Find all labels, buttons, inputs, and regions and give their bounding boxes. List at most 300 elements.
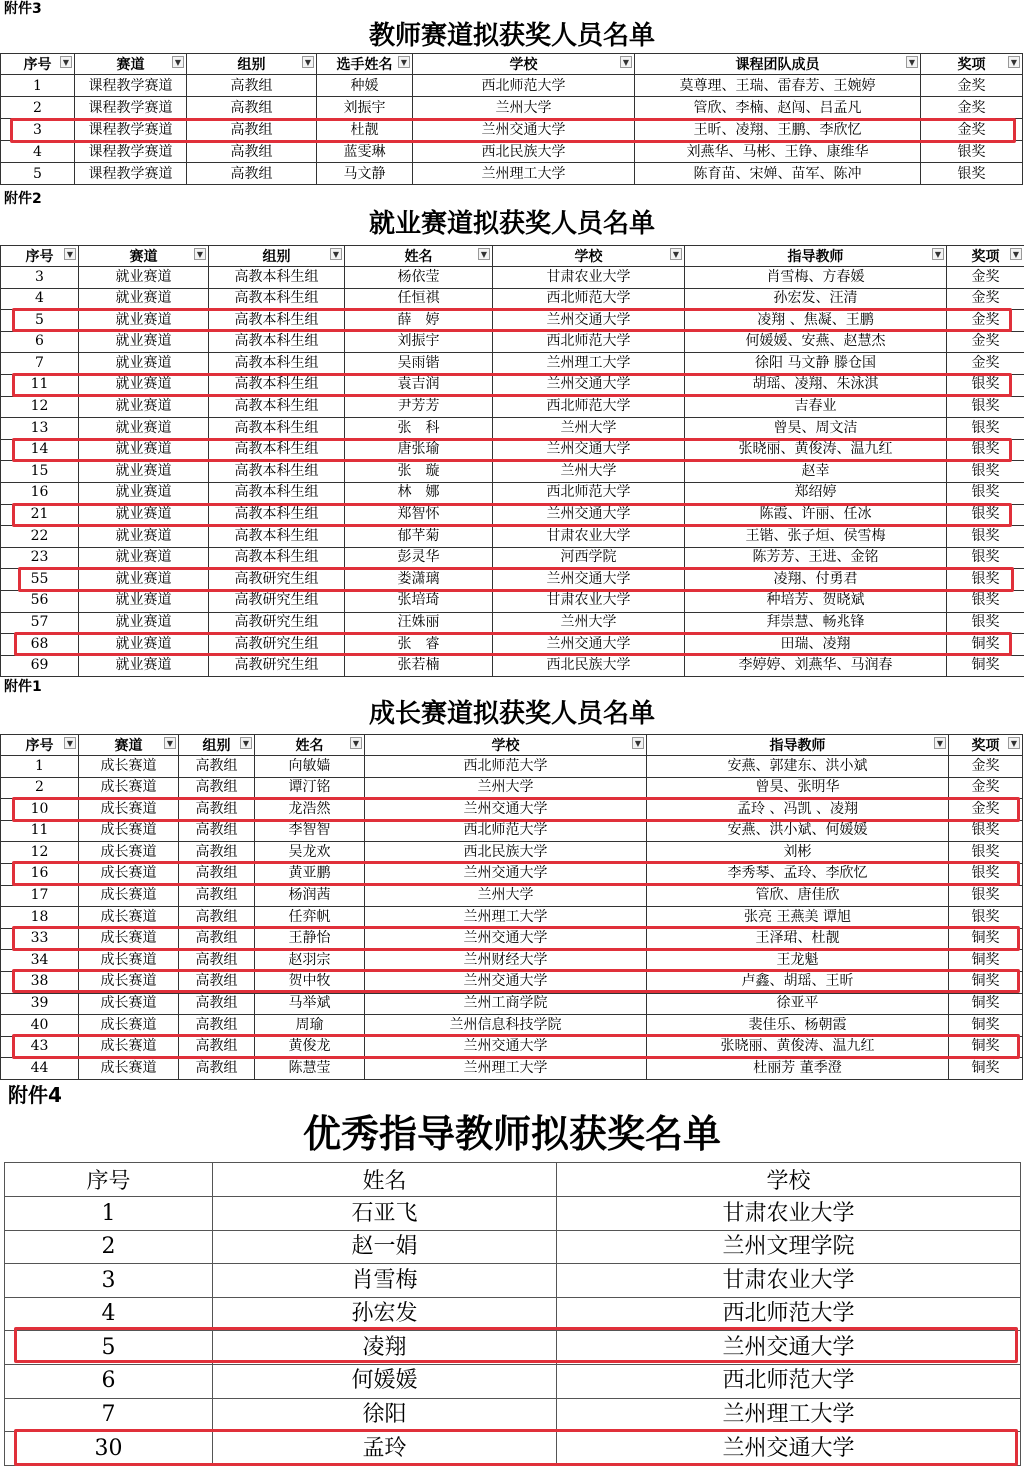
table-cell: 2	[1, 777, 79, 799]
table-cell: 兰州财经大学	[365, 950, 647, 972]
filter-dropdown-icon[interactable]: ▼	[632, 737, 644, 749]
table-cell: 周瑜	[255, 1015, 365, 1037]
table-cell: 1	[5, 1197, 213, 1231]
table-cell: 兰州交通大学	[413, 119, 635, 141]
column-header[interactable]	[1, 246, 79, 267]
column-header[interactable]	[365, 735, 647, 756]
column-header[interactable]	[79, 246, 209, 267]
table-cell: 郑智怀	[345, 504, 493, 526]
table-cell: 任恒祺	[345, 288, 493, 310]
table-cell: 西北师范大学	[493, 482, 685, 504]
table-cell: 5	[1, 163, 75, 185]
table-cell: 西北民族大学	[365, 842, 647, 864]
table-row	[5, 1230, 1021, 1264]
table-cell: 陈育苗、宋婵、苗军、陈冲	[635, 163, 921, 185]
table-cell: 就业赛道	[79, 482, 209, 504]
table-cell: 7	[1, 353, 79, 375]
filter-dropdown-icon[interactable]: ▼	[172, 56, 184, 68]
table-cell: 21	[1, 504, 79, 526]
table-row	[1, 820, 1023, 842]
column-header-label: 学校	[509, 57, 538, 73]
table-cell: 23	[1, 547, 79, 569]
table-cell: 兰州交通大学	[493, 634, 685, 656]
filter-dropdown-icon[interactable]: ▼	[194, 248, 206, 260]
column-header[interactable]	[187, 54, 317, 75]
table-row	[5, 1197, 1021, 1231]
table-cell: 铜奖	[949, 1036, 1023, 1058]
table-cell: 18	[1, 907, 79, 929]
filter-dropdown-icon[interactable]: ▼	[330, 248, 342, 260]
table-row	[1, 418, 1024, 440]
table-row	[5, 1297, 1021, 1331]
table-cell: 刘振宇	[345, 331, 493, 353]
table-cell: 银奖	[947, 526, 1024, 548]
column-header-label: 序号	[86, 1169, 131, 1194]
table-cell: 铜奖	[949, 1058, 1023, 1080]
table-cell: 高教组	[179, 820, 255, 842]
column-header[interactable]	[921, 54, 1023, 75]
column-header-label: 指导教师	[769, 738, 826, 754]
table-cell: 唐张瑜	[345, 439, 493, 461]
table-cell: 马举斌	[255, 993, 365, 1015]
table-row	[1, 885, 1023, 907]
table-cell: 高教本科生组	[209, 547, 345, 569]
table-row	[5, 1398, 1021, 1432]
table-cell: 高教组	[179, 799, 255, 821]
column-header[interactable]	[317, 54, 413, 75]
table-cell: 兰州理工大学	[557, 1398, 1021, 1432]
table-cell: 银奖	[947, 569, 1024, 591]
table-cell: 高教本科生组	[209, 439, 345, 461]
column-header-label: 学校	[491, 738, 520, 754]
table-cell: 39	[1, 993, 79, 1015]
column-header[interactable]	[1, 54, 75, 75]
column-header[interactable]	[209, 246, 345, 267]
table-cell: 高教研究生组	[209, 634, 345, 656]
table-cell: 凌翔 、焦凝、王鹏	[685, 310, 947, 332]
table-cell: 张若楠	[345, 655, 493, 677]
header-row	[1, 735, 1023, 756]
table-cell: 成长赛道	[79, 1058, 179, 1080]
table-cell: 成长赛道	[79, 756, 179, 778]
table-cell: 金奖	[947, 353, 1024, 375]
table-cell: 金奖	[921, 75, 1023, 97]
column-header	[213, 1163, 557, 1197]
table-cell: 课程教学赛道	[75, 75, 187, 97]
table-cell: 赵羽宗	[255, 950, 365, 972]
table-row	[1, 288, 1024, 310]
table-cell: 西北师范大学	[365, 756, 647, 778]
teacher-section	[0, 0, 1024, 188]
table-cell: 22	[1, 526, 79, 548]
column-header[interactable]	[685, 246, 947, 267]
table-cell: 银奖	[947, 439, 1024, 461]
employment-section	[0, 188, 1024, 678]
table-cell: 兰州大学	[493, 418, 685, 440]
table-cell: 11	[1, 374, 79, 396]
filter-dropdown-icon[interactable]: ▼	[1008, 56, 1020, 68]
employment-table	[0, 245, 1024, 677]
table-cell: 课程教学赛道	[75, 97, 187, 119]
table-cell: 高教组	[187, 141, 317, 163]
table-row	[1, 374, 1024, 396]
table-cell: 课程教学赛道	[75, 141, 187, 163]
table-cell: 王锴、张子烜、侯雪梅	[685, 526, 947, 548]
table-cell: 铜奖	[947, 634, 1024, 656]
table-cell: 38	[1, 971, 79, 993]
column-header-label: 姓名	[295, 738, 324, 754]
table-cell: 蓝雯琳	[317, 141, 413, 163]
column-header[interactable]	[635, 54, 921, 75]
table-cell: 凌翔	[213, 1331, 557, 1365]
table-cell: 12	[1, 396, 79, 418]
table-cell: 银奖	[947, 504, 1024, 526]
table-cell: 张晓丽、黄俊涛、温九红	[647, 1036, 949, 1058]
table-cell: 赵幸	[685, 461, 947, 483]
table-cell: 胡瑶、凌翔、朱泳淇	[685, 374, 947, 396]
table-cell: 7	[5, 1398, 213, 1432]
table-row	[5, 1331, 1021, 1365]
table-cell: 就业赛道	[79, 590, 209, 612]
table-cell: 兰州信息科技学院	[365, 1015, 647, 1037]
table-cell: 徐亚平	[647, 993, 949, 1015]
table-cell: 高教组	[179, 756, 255, 778]
table-cell: 张晓丽、黄俊涛、温九红	[685, 439, 947, 461]
filter-dropdown-icon[interactable]: ▼	[620, 56, 632, 68]
table-cell: 高教本科生组	[209, 374, 345, 396]
table-cell: 成长赛道	[79, 1036, 179, 1058]
table-cell: 金奖	[949, 756, 1023, 778]
table-cell: 高教组	[179, 1036, 255, 1058]
table-cell: 4	[1, 288, 79, 310]
table-cell: 高教本科生组	[209, 526, 345, 548]
table-cell: 2	[5, 1230, 213, 1264]
table-row	[1, 569, 1024, 591]
table-cell: 金奖	[949, 799, 1023, 821]
table-cell: 高教本科生组	[209, 461, 345, 483]
table-cell: 孟玲 、冯凯 、凌翔	[647, 799, 949, 821]
table-cell: 成长赛道	[79, 820, 179, 842]
table-cell: 任弈帆	[255, 907, 365, 929]
table-cell: 57	[1, 612, 79, 634]
table-cell: 就业赛道	[79, 331, 209, 353]
column-header-label: 课程团队成员	[735, 57, 820, 73]
table-cell: 1	[1, 756, 79, 778]
table-cell: 高教组	[187, 75, 317, 97]
column-header-label: 指导教师	[787, 249, 844, 265]
table-cell: 15	[1, 461, 79, 483]
table-cell: 李智智	[255, 820, 365, 842]
table-cell: 陈芳芳、王进、金铭	[685, 547, 947, 569]
table-cell: 兰州交通大学	[365, 971, 647, 993]
table-row	[1, 547, 1024, 569]
table-cell: 郑绍婷	[685, 482, 947, 504]
table-cell: 银奖	[949, 820, 1023, 842]
table-cell: 兰州大学	[365, 777, 647, 799]
column-header-label: 序号	[25, 249, 54, 265]
table-row	[1, 310, 1024, 332]
table-cell: 甘肃农业大学	[557, 1197, 1021, 1231]
filter-dropdown-icon[interactable]: ▼	[60, 56, 72, 68]
table-cell: 陈慧莹	[255, 1058, 365, 1080]
table-row	[1, 634, 1024, 656]
table-cell: 张亮 王燕美 谭旭	[647, 907, 949, 929]
table-cell: 16	[1, 482, 79, 504]
table-cell: 孟玲	[213, 1432, 557, 1466]
table-row	[1, 907, 1023, 929]
table-cell: 高教组	[179, 863, 255, 885]
table-cell: 刘彬	[647, 842, 949, 864]
table-cell: 就业赛道	[79, 288, 209, 310]
table-cell: 课程教学赛道	[75, 119, 187, 141]
table-cell: 铜奖	[949, 928, 1023, 950]
table-cell: 高教本科生组	[209, 353, 345, 375]
table-cell: 孙宏发、汪清	[685, 288, 947, 310]
table-cell: 种媛	[317, 75, 413, 97]
table-cell: 兰州交通大学	[365, 1036, 647, 1058]
table-cell: 田瑞、凌翔	[685, 634, 947, 656]
column-header[interactable]	[647, 735, 949, 756]
column-header[interactable]	[79, 735, 179, 756]
table-cell: 兰州交通大学	[493, 310, 685, 332]
table-cell: 徐阳 马文静 滕仓国	[685, 353, 947, 375]
table-cell: 管欣、李楠、赵闯、吕孟凡	[635, 97, 921, 119]
table-cell: 向敏嫱	[255, 756, 365, 778]
table-row	[1, 842, 1023, 864]
mentor-table	[4, 1162, 1021, 1466]
table-cell: 3	[1, 119, 75, 141]
table-cell: 甘肃农业大学	[557, 1264, 1021, 1298]
table-cell: 5	[1, 310, 79, 332]
column-header[interactable]	[947, 246, 1024, 267]
table-row	[1, 777, 1023, 799]
table-cell: 就业赛道	[79, 439, 209, 461]
filter-dropdown-icon[interactable]: ▼	[240, 737, 252, 749]
table-cell: 成长赛道	[79, 928, 179, 950]
table-cell: 肖雪梅、方春媛	[685, 267, 947, 289]
table-cell: 6	[1, 331, 79, 353]
table-cell: 成长赛道	[79, 842, 179, 864]
column-header	[557, 1163, 1021, 1197]
table-cell: 高教组	[179, 777, 255, 799]
table-cell: 44	[1, 1058, 79, 1080]
table-cell: 吴雨锴	[345, 353, 493, 375]
header-row	[1, 54, 1023, 75]
table-cell: 管欣、唐佳欣	[647, 885, 949, 907]
table-cell: 金奖	[947, 267, 1024, 289]
column-header[interactable]	[949, 735, 1023, 756]
column-header[interactable]	[179, 735, 255, 756]
table-cell: 林 娜	[345, 482, 493, 504]
section-title: 教师赛道拟获奖人员名单	[368, 21, 655, 51]
table-cell: 高教本科生组	[209, 504, 345, 526]
table-cell: 高教组	[187, 163, 317, 185]
table-cell: 兰州大学	[493, 461, 685, 483]
table-cell: 铜奖	[949, 993, 1023, 1015]
table-cell: 西北师范大学	[413, 75, 635, 97]
table-cell: 10	[1, 799, 79, 821]
growth-table	[0, 734, 1023, 1080]
table-cell: 兰州理工大学	[365, 1058, 647, 1080]
filter-dropdown-icon[interactable]: ▼	[64, 737, 76, 749]
table-cell: 银奖	[947, 374, 1024, 396]
filter-dropdown-icon[interactable]: ▼	[906, 56, 918, 68]
table-cell: 金奖	[921, 97, 1023, 119]
table-cell: 何媛媛	[213, 1364, 557, 1398]
table-row	[1, 141, 1023, 163]
filter-dropdown-icon[interactable]: ▼	[1010, 248, 1022, 260]
teacher-table	[0, 53, 1023, 185]
table-cell: 高教本科生组	[209, 331, 345, 353]
column-header[interactable]	[345, 246, 493, 267]
table-cell: 6	[5, 1364, 213, 1398]
column-header-label: 序号	[25, 738, 54, 754]
table-cell: 铜奖	[949, 950, 1023, 972]
table-cell: 4	[5, 1297, 213, 1331]
attachment-label: 附件1	[4, 679, 42, 695]
table-cell: 兰州交通大学	[493, 439, 685, 461]
table-cell: 3	[1, 267, 79, 289]
column-header[interactable]	[1, 735, 79, 756]
header-row	[1, 246, 1024, 267]
table-cell: 高教本科生组	[209, 288, 345, 310]
table-cell: 银奖	[949, 863, 1023, 885]
table-cell: 兰州大学	[365, 885, 647, 907]
table-cell: 种培芳、贺晓斌	[685, 590, 947, 612]
column-header[interactable]	[75, 54, 187, 75]
table-cell: 张 科	[345, 418, 493, 440]
table-cell: 曾昊、张明华	[647, 777, 949, 799]
table-cell: 34	[1, 950, 79, 972]
filter-dropdown-icon[interactable]: ▼	[64, 248, 76, 260]
table-cell: 33	[1, 928, 79, 950]
table-row	[1, 1015, 1023, 1037]
table-cell: 11	[1, 820, 79, 842]
filter-dropdown-icon[interactable]: ▼	[1008, 737, 1020, 749]
filter-dropdown-icon[interactable]: ▼	[398, 56, 410, 68]
filter-dropdown-icon[interactable]: ▼	[302, 56, 314, 68]
table-cell: 西北师范大学	[493, 396, 685, 418]
table-cell: 郁芊菊	[345, 526, 493, 548]
column-header-label: 序号	[23, 57, 52, 73]
table-cell: 高教组	[179, 842, 255, 864]
table-cell: 金奖	[949, 777, 1023, 799]
table-cell: 张 睿	[345, 634, 493, 656]
table-cell: 凌翔、付勇君	[685, 569, 947, 591]
table-cell: 兰州理工大学	[493, 353, 685, 375]
table-cell: 李婷婷、刘燕华、马润春	[685, 655, 947, 677]
table-cell: 高教组	[179, 907, 255, 929]
table-cell: 成长赛道	[79, 993, 179, 1015]
header-row	[5, 1163, 1021, 1197]
table-cell: 高教本科生组	[209, 396, 345, 418]
attachment-label: 附件2	[4, 191, 42, 207]
table-cell: 12	[1, 842, 79, 864]
filter-dropdown-icon[interactable]: ▼	[350, 737, 362, 749]
filter-dropdown-icon[interactable]: ▼	[478, 248, 490, 260]
table-cell: 就业赛道	[79, 396, 209, 418]
table-row	[1, 1036, 1023, 1058]
table-cell: 高教研究生组	[209, 655, 345, 677]
table-row	[5, 1432, 1021, 1466]
column-header-label: 赛道	[129, 249, 158, 265]
table-row	[1, 799, 1023, 821]
table-cell: 16	[1, 863, 79, 885]
table-cell: 金奖	[947, 310, 1024, 332]
section-title: 成长赛道拟获奖人员名单	[368, 699, 655, 729]
table-cell: 成长赛道	[79, 971, 179, 993]
table-cell: 高教组	[187, 119, 317, 141]
table-cell: 兰州交通大学	[557, 1432, 1021, 1466]
table-cell: 高教组	[179, 993, 255, 1015]
table-cell: 莫尊理、王瑞、雷春芳、王婉婷	[635, 75, 921, 97]
table-cell: 就业赛道	[79, 353, 209, 375]
table-cell: 高教本科生组	[209, 310, 345, 332]
table-cell: 甘肃农业大学	[493, 526, 685, 548]
table-cell: 王昕、凌翔、王鹏、李欣忆	[635, 119, 921, 141]
table-cell: 5	[5, 1331, 213, 1365]
filter-dropdown-icon[interactable]: ▼	[932, 248, 944, 260]
table-cell: 就业赛道	[79, 310, 209, 332]
table-cell: 成长赛道	[79, 885, 179, 907]
table-cell: 就业赛道	[79, 634, 209, 656]
filter-dropdown-icon[interactable]: ▼	[934, 737, 946, 749]
table-cell: 4	[1, 141, 75, 163]
table-row	[1, 612, 1024, 634]
table-cell: 薛 婷	[345, 310, 493, 332]
table-row	[1, 97, 1023, 119]
table-cell: 西北师范大学	[493, 331, 685, 353]
table-cell: 兰州交通大学	[493, 374, 685, 396]
table-cell: 17	[1, 885, 79, 907]
table-cell: 银奖	[921, 163, 1023, 185]
table-cell: 就业赛道	[79, 547, 209, 569]
table-cell: 高教研究生组	[209, 612, 345, 634]
table-cell: 高教组	[179, 950, 255, 972]
filter-dropdown-icon[interactable]: ▼	[164, 737, 176, 749]
table-cell: 高教组	[187, 97, 317, 119]
table-cell: 兰州文理学院	[557, 1230, 1021, 1264]
table-row	[1, 655, 1024, 677]
table-cell: 刘燕华、马彬、王铮、康维华	[635, 141, 921, 163]
table-cell: 袁吉润	[345, 374, 493, 396]
table-cell: 银奖	[947, 396, 1024, 418]
table-cell: 43	[1, 1036, 79, 1058]
table-cell: 曾昊、周文洁	[685, 418, 947, 440]
table-cell: 谭汀铭	[255, 777, 365, 799]
column-header-label: 选手姓名	[336, 57, 393, 73]
table-cell: 高教组	[179, 928, 255, 950]
table-row	[1, 863, 1023, 885]
table-cell: 裴佳乐、杨朝霞	[647, 1015, 949, 1037]
table-row	[1, 971, 1023, 993]
table-cell: 成长赛道	[79, 799, 179, 821]
table-cell: 银奖	[921, 141, 1023, 163]
section-title: 优秀指导教师拟获奖名单	[302, 1112, 721, 1156]
table-row	[1, 756, 1023, 778]
column-header[interactable]	[255, 735, 365, 756]
attachment-label: 附件3	[4, 1, 42, 17]
table-cell: 兰州交通大学	[365, 863, 647, 885]
filter-dropdown-icon[interactable]: ▼	[670, 248, 682, 260]
column-header[interactable]	[493, 246, 685, 267]
table-cell: 课程教学赛道	[75, 163, 187, 185]
table-cell: 就业赛道	[79, 418, 209, 440]
column-header[interactable]	[413, 54, 635, 75]
table-cell: 铜奖	[947, 655, 1024, 677]
table-cell: 兰州交通大学	[493, 504, 685, 526]
table-cell: 龙浩然	[255, 799, 365, 821]
